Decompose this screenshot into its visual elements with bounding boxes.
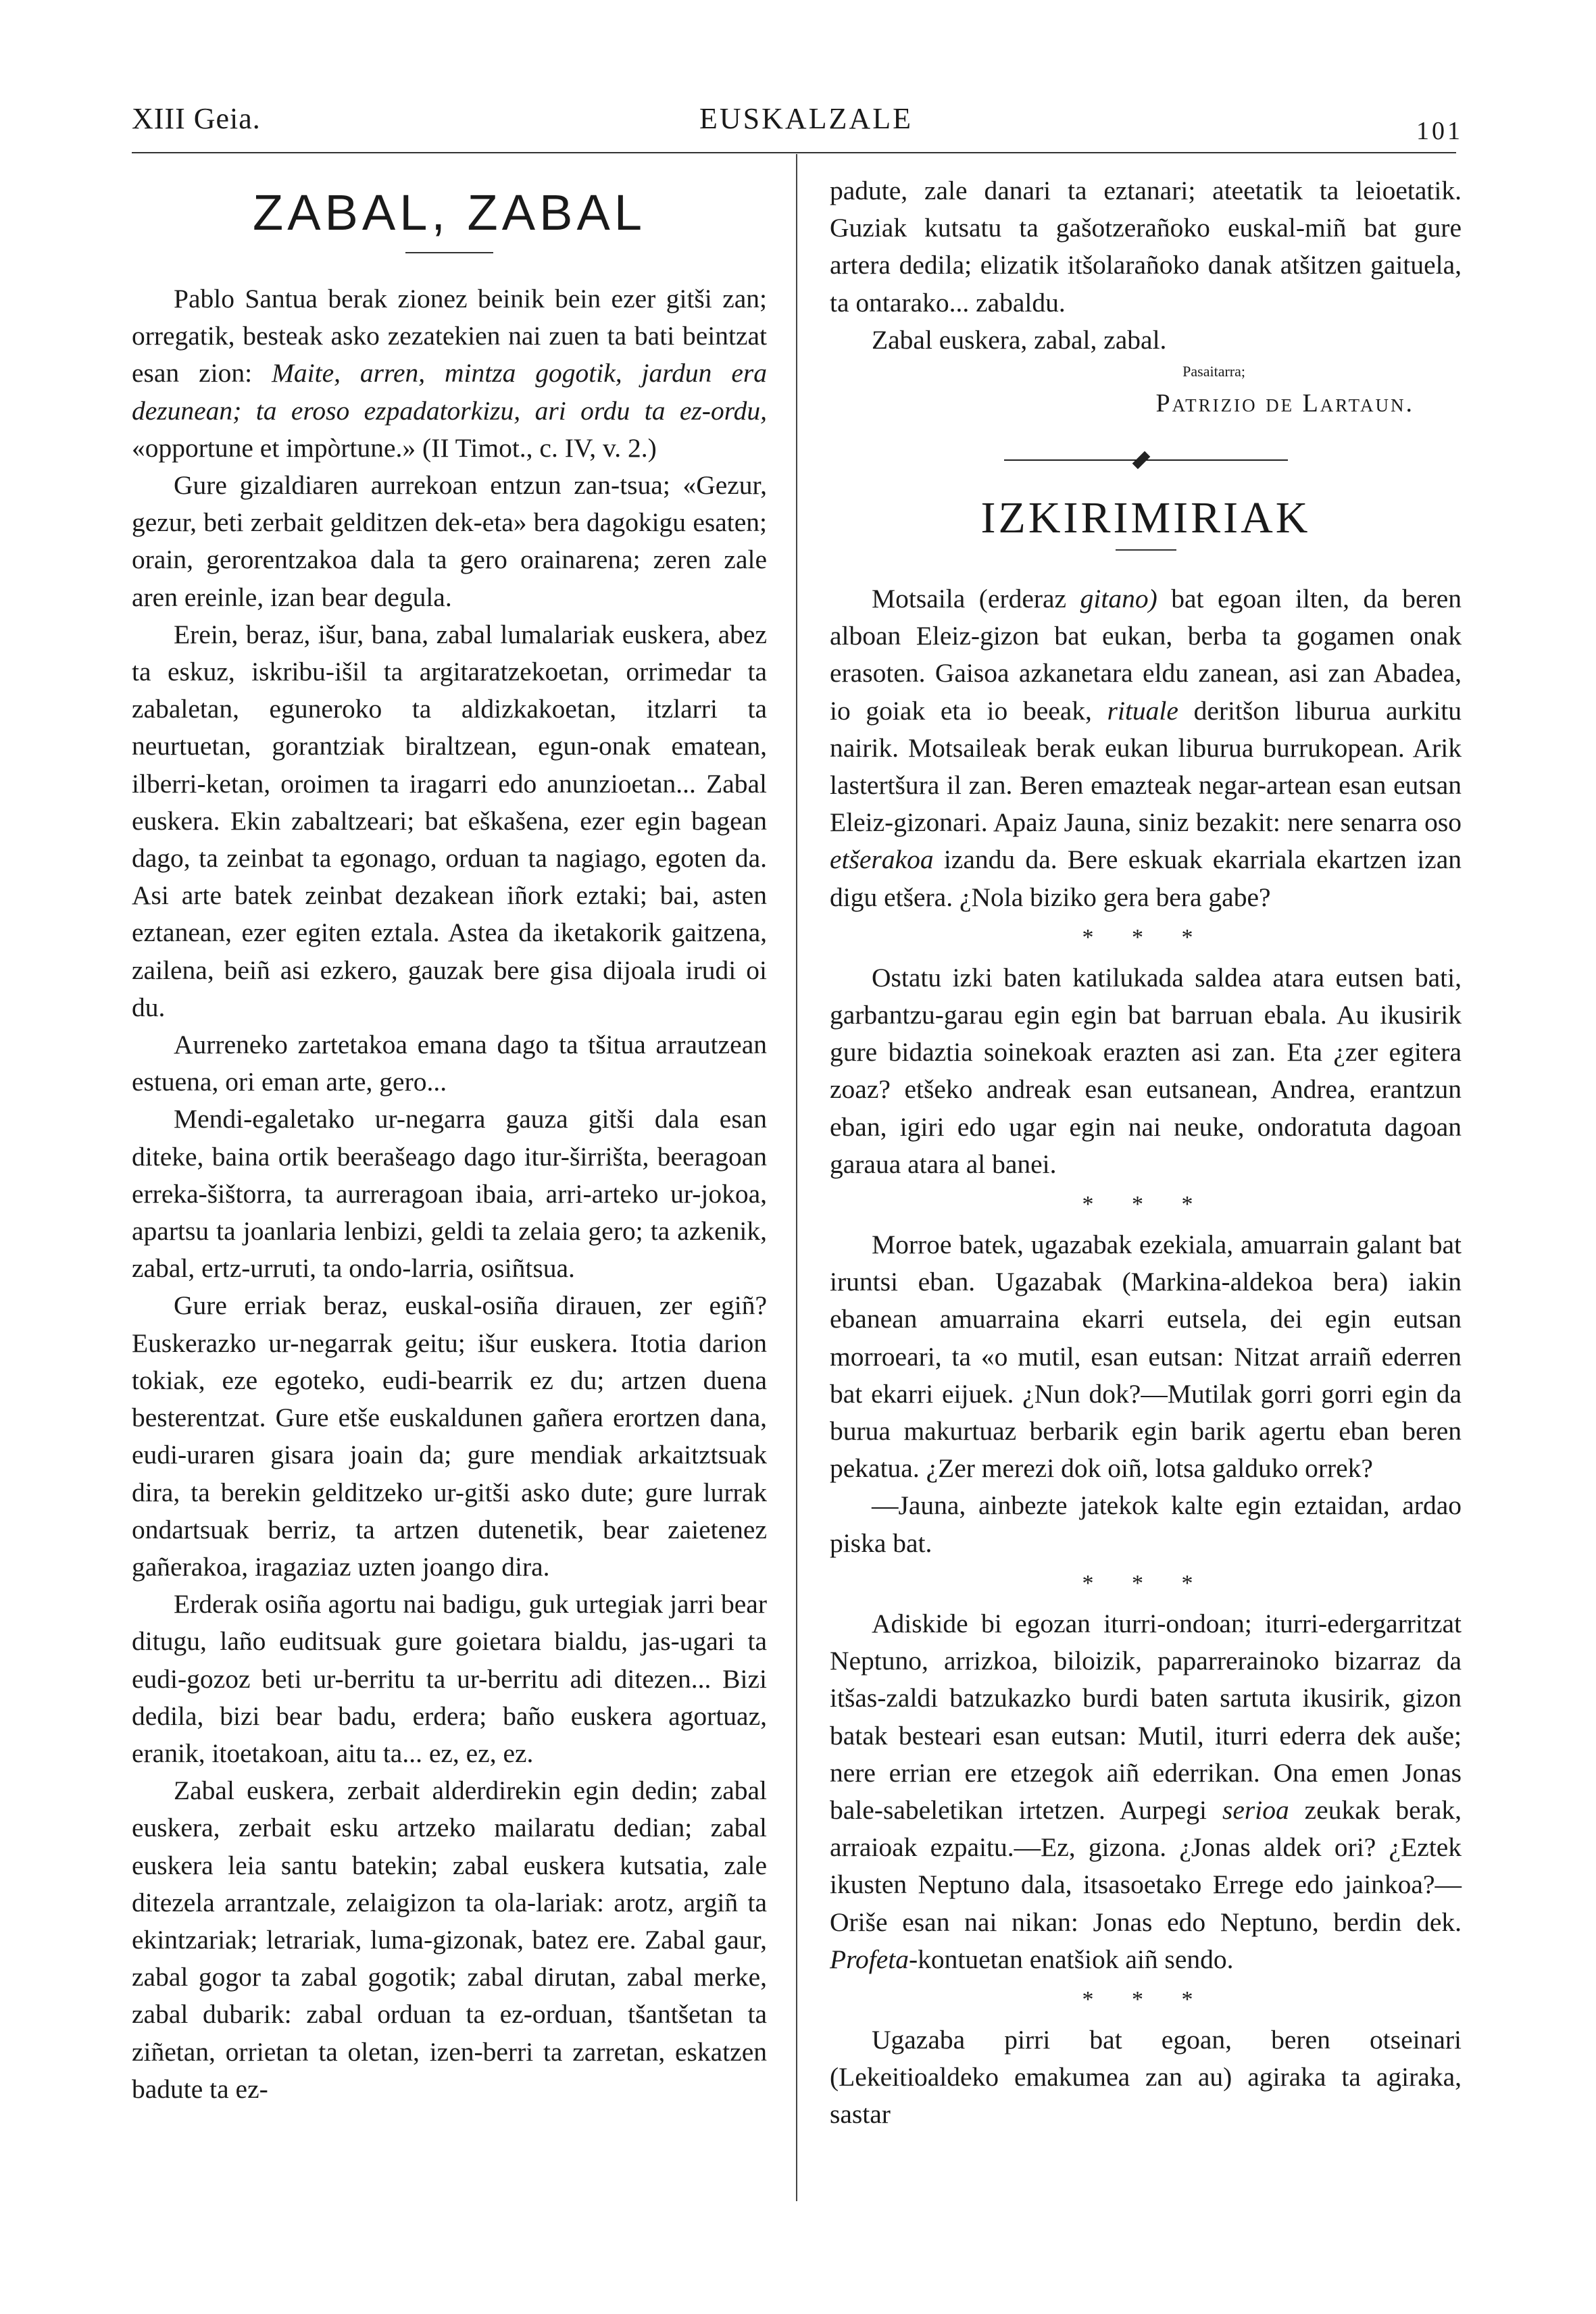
paragraph: Ugazaba pirri bat egoan, beren otseinari (Lekeitioaldeko emakumea zan au) agiraka ta agiraka, sastar — [830, 2024, 1462, 2130]
column-divider — [796, 154, 797, 2201]
paragraph: Zabal euskera, zerbait alderdirekin egin dedin; zabal euskera, zerbait esku artzeko mailaratu dedian; zabal euskera leia santu batekin; zabal euskera kutsatia, zale ditezela arrantzale, zelaigizon ta ola-lariak: arotz, argiñ ta ekintzariak; letrariak, luma-gizonak, batez ere. Zabal gaur, zabal gogor ta zabal gogotik; zabal dirutan, zabal merke, zabal dubarik: zabal orduan ta ez-orduan, tšantšetan ta ziñetan, orrietan ta oletan, izen-berri ta zarretan, eskatzen badute ta ez- — [132, 1776, 767, 2104]
paragraph: Ostatu izki baten katilukada saldea atara eutsen bati, garbantzu-garau egin egin bat barruan ebala. Au ikusirik gure bidaztia soinekoak erazten asi zan. Eta ¿zer egitera zoaz? etšeko andreak esan eutsanean, Andrea, erantzun eban, igiri edo ugar egin nai neuke, ondoratuta dagoan garaua atara al banei. — [830, 962, 1462, 1179]
paragraph: Adiskide bi egozan iturri-ondoan; iturri-edergarritzat Neptuno, arrizkoa, biloizik, paparrerainoko bizarraz da itšas-zaldi batzukazko burdi baten sartuta ikusirik, gizon batak besteari esan eutsan: Mutil, iturri ederra dek auše; nere errian ere etzegok aiñ ederrikan. Ona emen Jonas bale-sabeletikan irtetzen. Aurpegi serioa zeukak berak, arraioak ezpaitu.—Ez, gizona. ¿Jonas aldek ori? ¿Eztek ikusten Neptuno dala, itsasoetako Errege edo jainkoa?—Oriše esan nai nikan: Jonas edo Neptuno, berdin dek. Profeta-kontuetan enatšiok aiñ sendo. — [830, 1608, 1462, 1974]
paragraph: —Jauna, ainbezte jatekok kalte egin eztaidan, ardao piska bat. — [830, 1490, 1462, 1558]
paragraph: Erderak osiña agortu nai badigu, guk urtegiak jarri bear ditugu, laño euditsuak gure goietara bialdu, jas-ugari ta eudi-gozoz beti ur-berritu ta ur-berritu adi ditezen... Bizi dedila, bizi bear badu, erdera; baño euskera agortuaz, eranik, itoetakoan, aitu ta... ez, ez, ez. — [132, 1589, 767, 1768]
issue-number: XIII Geia. — [132, 102, 261, 135]
right-column — [830, 172, 1462, 2134]
article-title: ZABAL, ZABAL — [253, 184, 646, 241]
author-signature: Patrizio de Lartaun. — [1155, 389, 1414, 418]
section-separator: * * * — [1082, 1192, 1210, 1217]
paragraph: Erein, beraz, išur, bana, zabal lumalariak euskera, abez ta eskuz, iskribu-išil ta argitaratzekoetan, orrimedar ta zabaletan, eguneroko ta aldizkakoetan, itzlarri ta neurtuetan, gorantziak biraltzean, egun-onak ematean, ilberri-ketan, oroimen ta iragarri edo anunzioetan... Zabal euskera. Ekin zabaltzeari; bat eškašena, ezer egin bagean dago, ta zeinbat ta egonago, orduan ta nagiago, egoten da. Asi arte batek zeinbat dezakean iñork eztaki; bai, asten eztanean, ezer egiten eztala. Astea da iketakorik gaitzena, zailena, beiñ asi ezkero, gauzak bere gisa dijoala irudi oi du. — [132, 619, 767, 1022]
section-separator: * * * — [1082, 1570, 1210, 1596]
italic-quote: Maite, arren, mintza gogotik, jardun era dezunean; ta eroso ezpadatorkizu, ari ordu ta ez-ordu, — [132, 358, 767, 426]
paragraph-continuation: padute, zale danari ta eztanari; ateetatik ta leioetatik. Guziak kutsatu ta gašotzerañoko euskal-miñ bat gure artera dedila; elizatik itšolarañoko danak atšitzen gaituela, ta ontarako... zabaldu. — [830, 176, 1462, 318]
paragraph: Gure erriak beraz, euskal-osiña dirauen, zer egiñ? Euskerazko ur-negarrak geitu; išur euskera. Itotia darion tokiak, eze egoteko, eudi-bearrik ez du; artzen duena besterentzat. Gure etše euskaldunen gañera erortzen dana, eudi-uraren gisara joain da; gure mendiak arkaitztsuak dira, ta berekin gelditzeko ur-gitši asko dute; gure lurrak ondartsuak berriz, ta artzen dutenetik, bear zaietenez gañerakoa, iragaziaz uzten joango dira. — [132, 1290, 767, 1582]
section-title: IZKIRIMIRIAK — [980, 493, 1311, 543]
title-rule — [1116, 549, 1176, 551]
section-separator: * * * — [1082, 1986, 1210, 2012]
ornamental-rule — [1004, 447, 1288, 474]
left-column — [132, 172, 767, 2108]
page-number: 101 — [1416, 117, 1463, 145]
section-separator: * * * — [1082, 924, 1210, 950]
paragraph: Pablo Santua berak zionez beinik bein ezer gitši zan; orregatik, besteak asko zezatekien nai zuen ta bati beintzat esan zion: Maite, arren, mintza gogotik, jardun era dezunean; ta eroso ezpadatorkizu, ari ordu ta ez-ordu, «opportune et impòrtune.» (II Timot., c. IV, v. 2.) — [132, 284, 767, 463]
page-header — [132, 101, 1470, 149]
paragraph: Mendi-egaletako ur-negarra gauza gitši dala esan diteke, baina ortik beerašeago dago itur-širrišta, beeragoan erreka-šištorra, ta aurreragoan ibaia, arri-arteko ur-jokoa, apartsu ta joanlaria lenbizi, geldi ta zelaia gero; ta azkenik, zabal, ertz-urruti, ta ondo-larria, osiñtsua. — [132, 1104, 767, 1284]
place-name: Pasaitarra; — [1182, 363, 1245, 380]
paragraph: Morroe batek, ugazabak ezekiala, amuarrain galant bat iruntsi eban. Ugazabak (Markina-aldekoa bera) iakin ebanean amuarraina ekarri eutsela, dei egin eutsan morroeari, ta «o mutil, esan eutsan: Nitzat arraiñ ederren bat ekarri eijuek. ¿Nun dok?—Mutilak gorri gorri egin da burua makurtuaz berbarik egin barik agertu eban beren pekatua. ¿Zer merezi dok oiñ, lotsa galduko orrek? — [830, 1230, 1462, 1484]
journal-title: EUSKALZALE — [699, 102, 913, 135]
paragraph: Aurreneko zartetakoa emana dago ta tšitua arrautzean estuena, ori eman arte, gero... — [132, 1030, 767, 1097]
title-rule — [405, 252, 493, 253]
paragraph: Gure gizaldiaren aurrekoan entzun zan-tsua; «Gezur, gezur, beti zerbait gelditzen dek-eta» bera dagokigu esaten; orain, gerorentzakoa dala ta gero orainarena; zeren zale aren ereinle, izan bear degula. — [132, 470, 767, 612]
paragraph: Zabal euskera, zabal, zabal. — [872, 324, 1167, 355]
header-rule — [132, 152, 1456, 153]
paragraph: Motsaila (erderaz gitano) bat egoan ilten, da beren alboan Eleiz-gizon bat eukan, berba ta gogamen onak erasoten. Gaisoa azkanetara eldu zanean, asi zan Abadea, io goiak eta io beeak, rituale deritšon liburua aurkitu nairik. Motsaileak berak eukan liburua burrukopean. Arik lastertšura il zan. Beren emazteak negar-artean esan eutsan Eleiz-gizonari. Apaiz Jauna, siniz bezakit: nere senarra oso etšerakoa izandu da. Bere eskuak ekarriala ekartzen izan digu etšera. ¿Nola biziko gera bera gabe? — [830, 584, 1462, 912]
